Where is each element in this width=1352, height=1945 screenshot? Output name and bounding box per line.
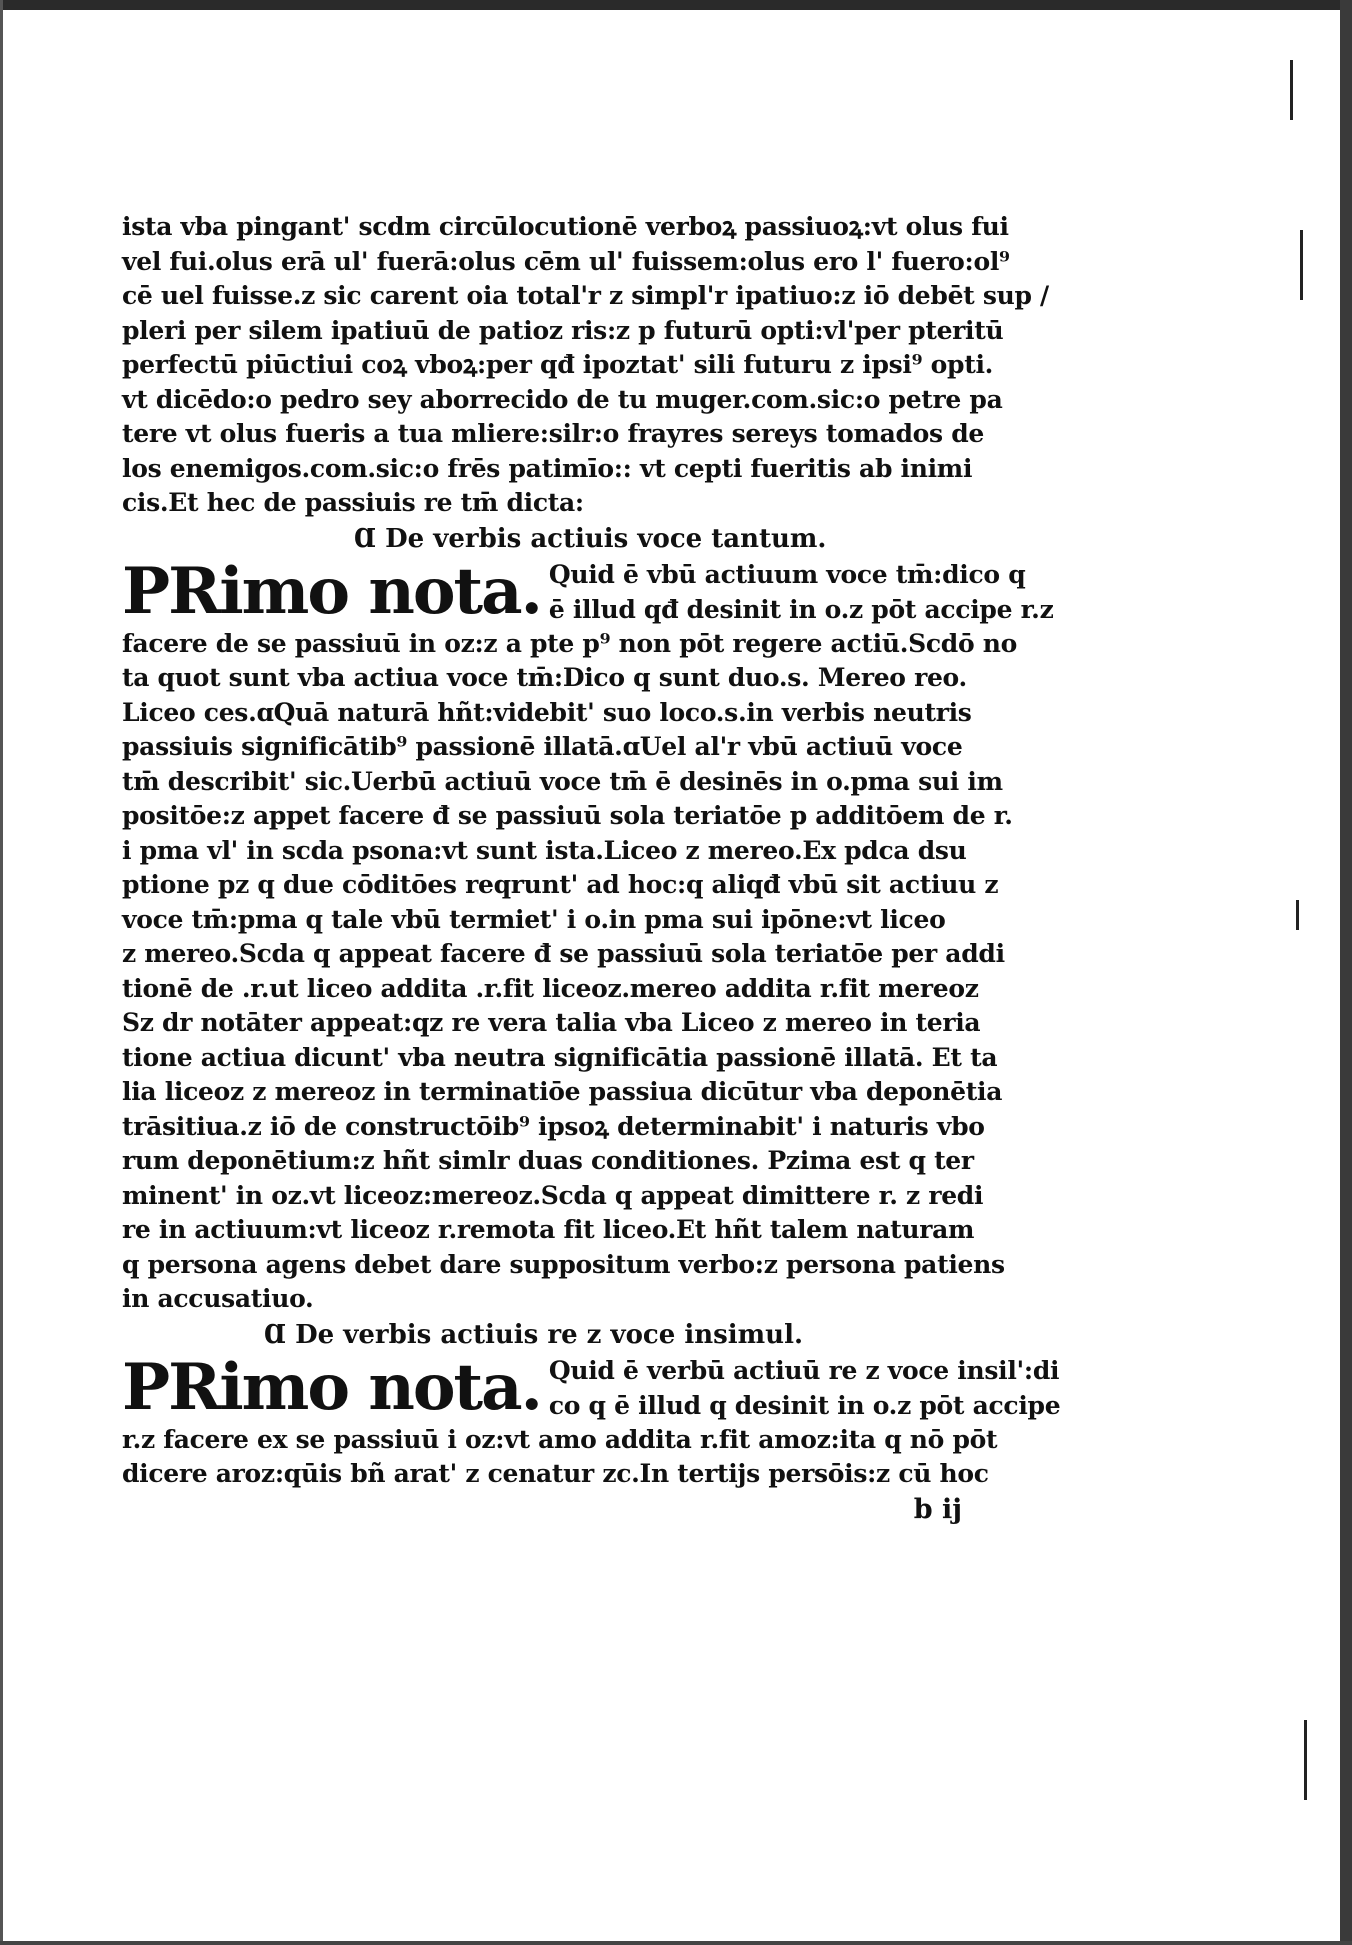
text-line: tionē de .r.ut liceo addita .r.fit liceoz.mereo addita r.fit mereoz — [122, 973, 979, 1003]
section-heading: Ɑ De verbis actiuis voce tantum. — [354, 523, 827, 554]
paragraph-active-voice — [122, 627, 1017, 1317]
scan-bottom-border — [0, 1941, 1352, 1945]
initial-paragraph-start — [122, 1349, 1061, 1425]
text-line: ptione pz q due cōditōes reqrunt' ad hoc:q aliqđ vbū sit actiuu z — [122, 870, 999, 899]
text-line: facere de se passiuū in oz:z a pte p⁹ non pōt regere actiū.Scdō no — [122, 628, 1017, 658]
text-line: cē uel fuisse.z sic carent oia total'r z simpl'r ipatiuo:z iō debēt sup / — [122, 281, 1049, 310]
scan-edge-mark — [1300, 230, 1303, 300]
text-line: voce tm̄:pma q tale vbū termiet' i o.in pma sui ipōne:vt liceo — [122, 904, 946, 934]
text-line: Quid ē vbū actiuum voce tm̄:dico q — [548, 559, 1026, 589]
text-line: los enemigos.com.sic:o frēs patimīo:: vt cepti fueritis ab inimi — [122, 453, 973, 483]
paragraph-passive-verbs — [122, 210, 1049, 521]
text-line: tere vt olus fueris a tua mliere:silr:o frayres sereys tomados de — [122, 419, 985, 448]
text-line: tione actiua dicunt' vba neutra significātia passionē illatā. Et ta — [122, 1042, 998, 1072]
scan-edge-mark — [1304, 1720, 1307, 1800]
scan-top-border — [0, 0, 1352, 10]
text-line: Sz dr notāter appeat:qz re vera talia vba Liceo z mereo in teria — [122, 1008, 981, 1037]
scan-edge-mark — [1290, 60, 1293, 120]
text-line: rum deponētium:z hñt simlr duas conditiones. Pzima est q ter — [122, 1146, 974, 1175]
text-line: in accusatiuo. — [122, 1284, 314, 1313]
text-line: Liceo ces.ɑQuā naturā hñt:videbit' suo loco.s.in verbis neutris — [122, 697, 972, 727]
text-line: vel fui.olus erā ul' fuerā:olus cēm ul' fuissem:olus ero l' fuero:ol⁹ — [122, 246, 1010, 276]
text-line: ista vba pingant' scdm circūlocutionē verboꝝ passiuoꝝ:vt olus fui — [122, 212, 1009, 241]
decorated-initial: PRimo nota. — [122, 553, 541, 629]
text-line: ē illud qđ desinit in o.z pōt accipe r.z — [548, 594, 1054, 624]
scan-left-border — [0, 0, 3, 1945]
text-line: q persona agens debet dare suppositum verbo:z persona patiens — [122, 1249, 1005, 1279]
paragraph-active-re-voce — [122, 1423, 998, 1492]
text-line: lia liceoz z mereoz in terminatiōe passiua dicūtur vba deponētia — [122, 1077, 1003, 1106]
folio-signature: b ij — [913, 1493, 962, 1525]
initial-side-text — [549, 1353, 1060, 1423]
text-line: cis.Et hec de passiuis re tm̄ dicta: — [122, 488, 584, 517]
text-line: pleri per silem ipatiuū de patioz ris:z p futurū opti:vl'per pteritū — [122, 315, 1004, 345]
text-line: dicere aroz:qūis bñ arat' z cenatur zc.In tertijs persōis:z cū hoc — [122, 1459, 989, 1488]
text-line: co q ē illud q desinit in o.z pōt accipe — [548, 1390, 1061, 1420]
text-line: r.z facere ex se passiuū i oz:vt amo addita r.fit amoz:ita q nō pōt — [122, 1424, 998, 1454]
text-line: positōe:z appet facere đ se passiuū sola teriatōe p additōem de r. — [122, 801, 1013, 830]
text-line: passiuis significātib⁹ passionē illatā.ɑUel al'r vbū actiuū voce — [122, 732, 963, 761]
text-line: z mereo.Scda q appeat facere đ se passiuū sola teriatōe per addi — [122, 939, 1005, 968]
text-line: re in actiuum:vt liceoz r.remota fit liceo.Et hñt talem naturam — [122, 1215, 975, 1244]
text-line: i pma vl' in scda psona:vt sunt ista.Liceo z mereo.Ex pdca dsu — [122, 835, 967, 865]
text-line: minent' in oz.vt liceoz:mereoz.Scda q appeat dimittere r. z redi — [122, 1180, 984, 1210]
text-line: perfectū piūctiui coꝝ vboꝝ:per qđ ipoztat' sili futuru z ipsi⁹ opti. — [122, 350, 994, 379]
text-line: trāsitiua.z iō de constructōib⁹ ipsoꝝ determinabit' i naturis vbo — [122, 1111, 985, 1141]
section-heading: Ɑ De verbis actiuis re z voce insimul. — [264, 1319, 803, 1350]
text-line: ta quot sunt vba actiua voce tm̄:Dico q sunt duo.s. Mereo reo. — [122, 663, 967, 692]
text-line: tm̄ describit' sic.Uerbū actiuū voce tm̄ ē desinēs in o.pma sui im — [122, 766, 1003, 796]
scan-right-border — [1340, 0, 1352, 1945]
initial-paragraph-start — [122, 553, 1054, 629]
initial-side-text — [549, 557, 1054, 627]
text-line: vt dicēdo:o pedro sey aborrecido de tu muger.com.sic:o petre pa — [122, 384, 1003, 414]
decorated-initial: PRimo nota. — [122, 1349, 541, 1425]
text-line: Quid ē verbū actiuū re z voce insil':di — [548, 1355, 1060, 1385]
scan-edge-mark — [1296, 900, 1299, 930]
page-text-block — [122, 210, 1061, 1528]
